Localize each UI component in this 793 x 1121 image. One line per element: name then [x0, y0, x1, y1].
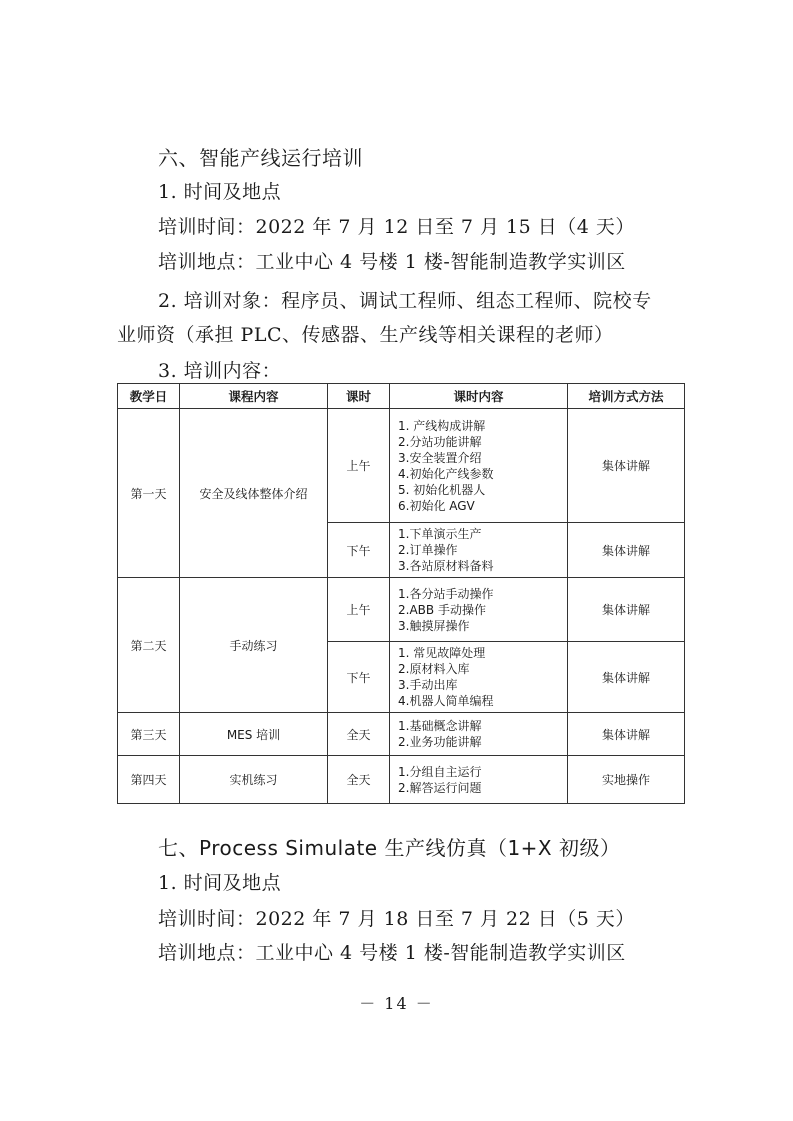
header-teaching-day: 教学日 [118, 384, 180, 409]
content-item: 3.手动出库 [398, 678, 458, 692]
content-item: 3.各站原材料备料 [398, 559, 494, 573]
content-item: 3.安全装置介绍 [398, 450, 482, 465]
course-cell: 实机练习 [180, 756, 328, 804]
section-6-item-3: 3. 培训内容： [158, 360, 282, 382]
method-cell: 集体讲解 [568, 642, 685, 713]
section-7-heading: 七、Process Simulate 生产线仿真（1+X 初级） [158, 836, 621, 860]
hour-content-cell [390, 756, 568, 804]
content-item: 4.机器人简单编程 [398, 694, 494, 708]
section-7-training-place: 培训地点：工业中心 4 号楼 1 楼-智能制造教学实训区 [158, 942, 626, 964]
method-cell: 集体讲解 [568, 523, 685, 578]
header-training-method: 培训方式方法 [568, 384, 685, 409]
period-cell: 下午 [328, 523, 390, 578]
content-item: 2.业务功能讲解 [398, 735, 482, 749]
section-6-item-2-line-2: 业师资（承担 PLC、传感器、生产线等相关课程的老师） [117, 324, 614, 346]
content-item: 1. 产线构成讲解 [398, 418, 486, 433]
table-row [118, 713, 685, 756]
header-hour-content: 课时内容 [390, 384, 568, 409]
section-6-training-time: 培训时间：2022 年 7 月 12 日至 7 月 15 日（4 天） [158, 216, 635, 238]
content-item: 3.触摸屏操作 [398, 618, 470, 633]
hour-content-cell [390, 409, 568, 523]
day-cell: 第四天 [118, 756, 180, 804]
period-cell: 上午 [328, 578, 390, 642]
section-7-item-1: 1. 时间及地点 [158, 872, 282, 894]
day-cell: 第三天 [118, 713, 180, 756]
period-cell: 上午 [328, 409, 390, 523]
course-cell: 手动练习 [180, 578, 328, 713]
table-row [118, 578, 685, 642]
section-6-training-place: 培训地点：工业中心 4 号楼 1 楼-智能制造教学实训区 [158, 251, 626, 273]
content-item: 4.初始化产线参数 [398, 466, 494, 481]
content-item: 2.原材料入库 [398, 662, 470, 676]
course-cell: 安全及线体整体介绍 [180, 409, 328, 578]
course-cell: MES 培训 [180, 713, 328, 756]
section-6-item-2-line-1: 2. 培训对象：程序员、调试工程师、组态工程师、院校专 [158, 290, 652, 312]
method-cell: 集体讲解 [568, 578, 685, 642]
hour-content-cell [390, 713, 568, 756]
hour-content-cell [390, 642, 568, 713]
section-6-item-1: 1. 时间及地点 [158, 181, 282, 203]
method-cell: 集体讲解 [568, 409, 685, 523]
section-7-training-time: 培训时间：2022 年 7 月 18 日至 7 月 22 日（5 天） [158, 908, 635, 930]
content-item: 1.分组自主运行 [398, 764, 482, 779]
content-item: 6.初始化 AGV [398, 498, 475, 513]
page-number: － 14 － [359, 994, 434, 1013]
table-row [118, 409, 685, 523]
content-item: 1. 常见故障处理 [398, 646, 486, 660]
method-cell: 实地操作 [568, 756, 685, 804]
content-item: 2.ABB 手动操作 [398, 602, 486, 617]
content-item: 2.订单操作 [398, 543, 458, 557]
content-item: 2.分站功能讲解 [398, 434, 482, 449]
method-cell: 集体讲解 [568, 713, 685, 756]
header-course-content: 课程内容 [180, 384, 328, 409]
content-item: 1.基础概念讲解 [398, 719, 482, 733]
table-row [118, 756, 685, 804]
period-cell: 全天 [328, 756, 390, 804]
content-item: 1.各分站手动操作 [398, 586, 494, 601]
hour-content-cell [390, 523, 568, 578]
hour-content-cell [390, 578, 568, 642]
header-class-hours: 课时 [328, 384, 390, 409]
content-item: 1.下单演示生产 [398, 527, 482, 541]
day-cell: 第二天 [118, 578, 180, 713]
content-item: 2.解答运行问题 [398, 780, 482, 795]
period-cell: 全天 [328, 713, 390, 756]
content-item: 5. 初始化机器人 [398, 482, 486, 497]
section-6-heading: 六、智能产线运行培训 [158, 146, 363, 170]
training-schedule-table [117, 383, 685, 804]
table-header-row [118, 384, 685, 409]
day-cell: 第一天 [118, 409, 180, 578]
period-cell: 下午 [328, 642, 390, 713]
